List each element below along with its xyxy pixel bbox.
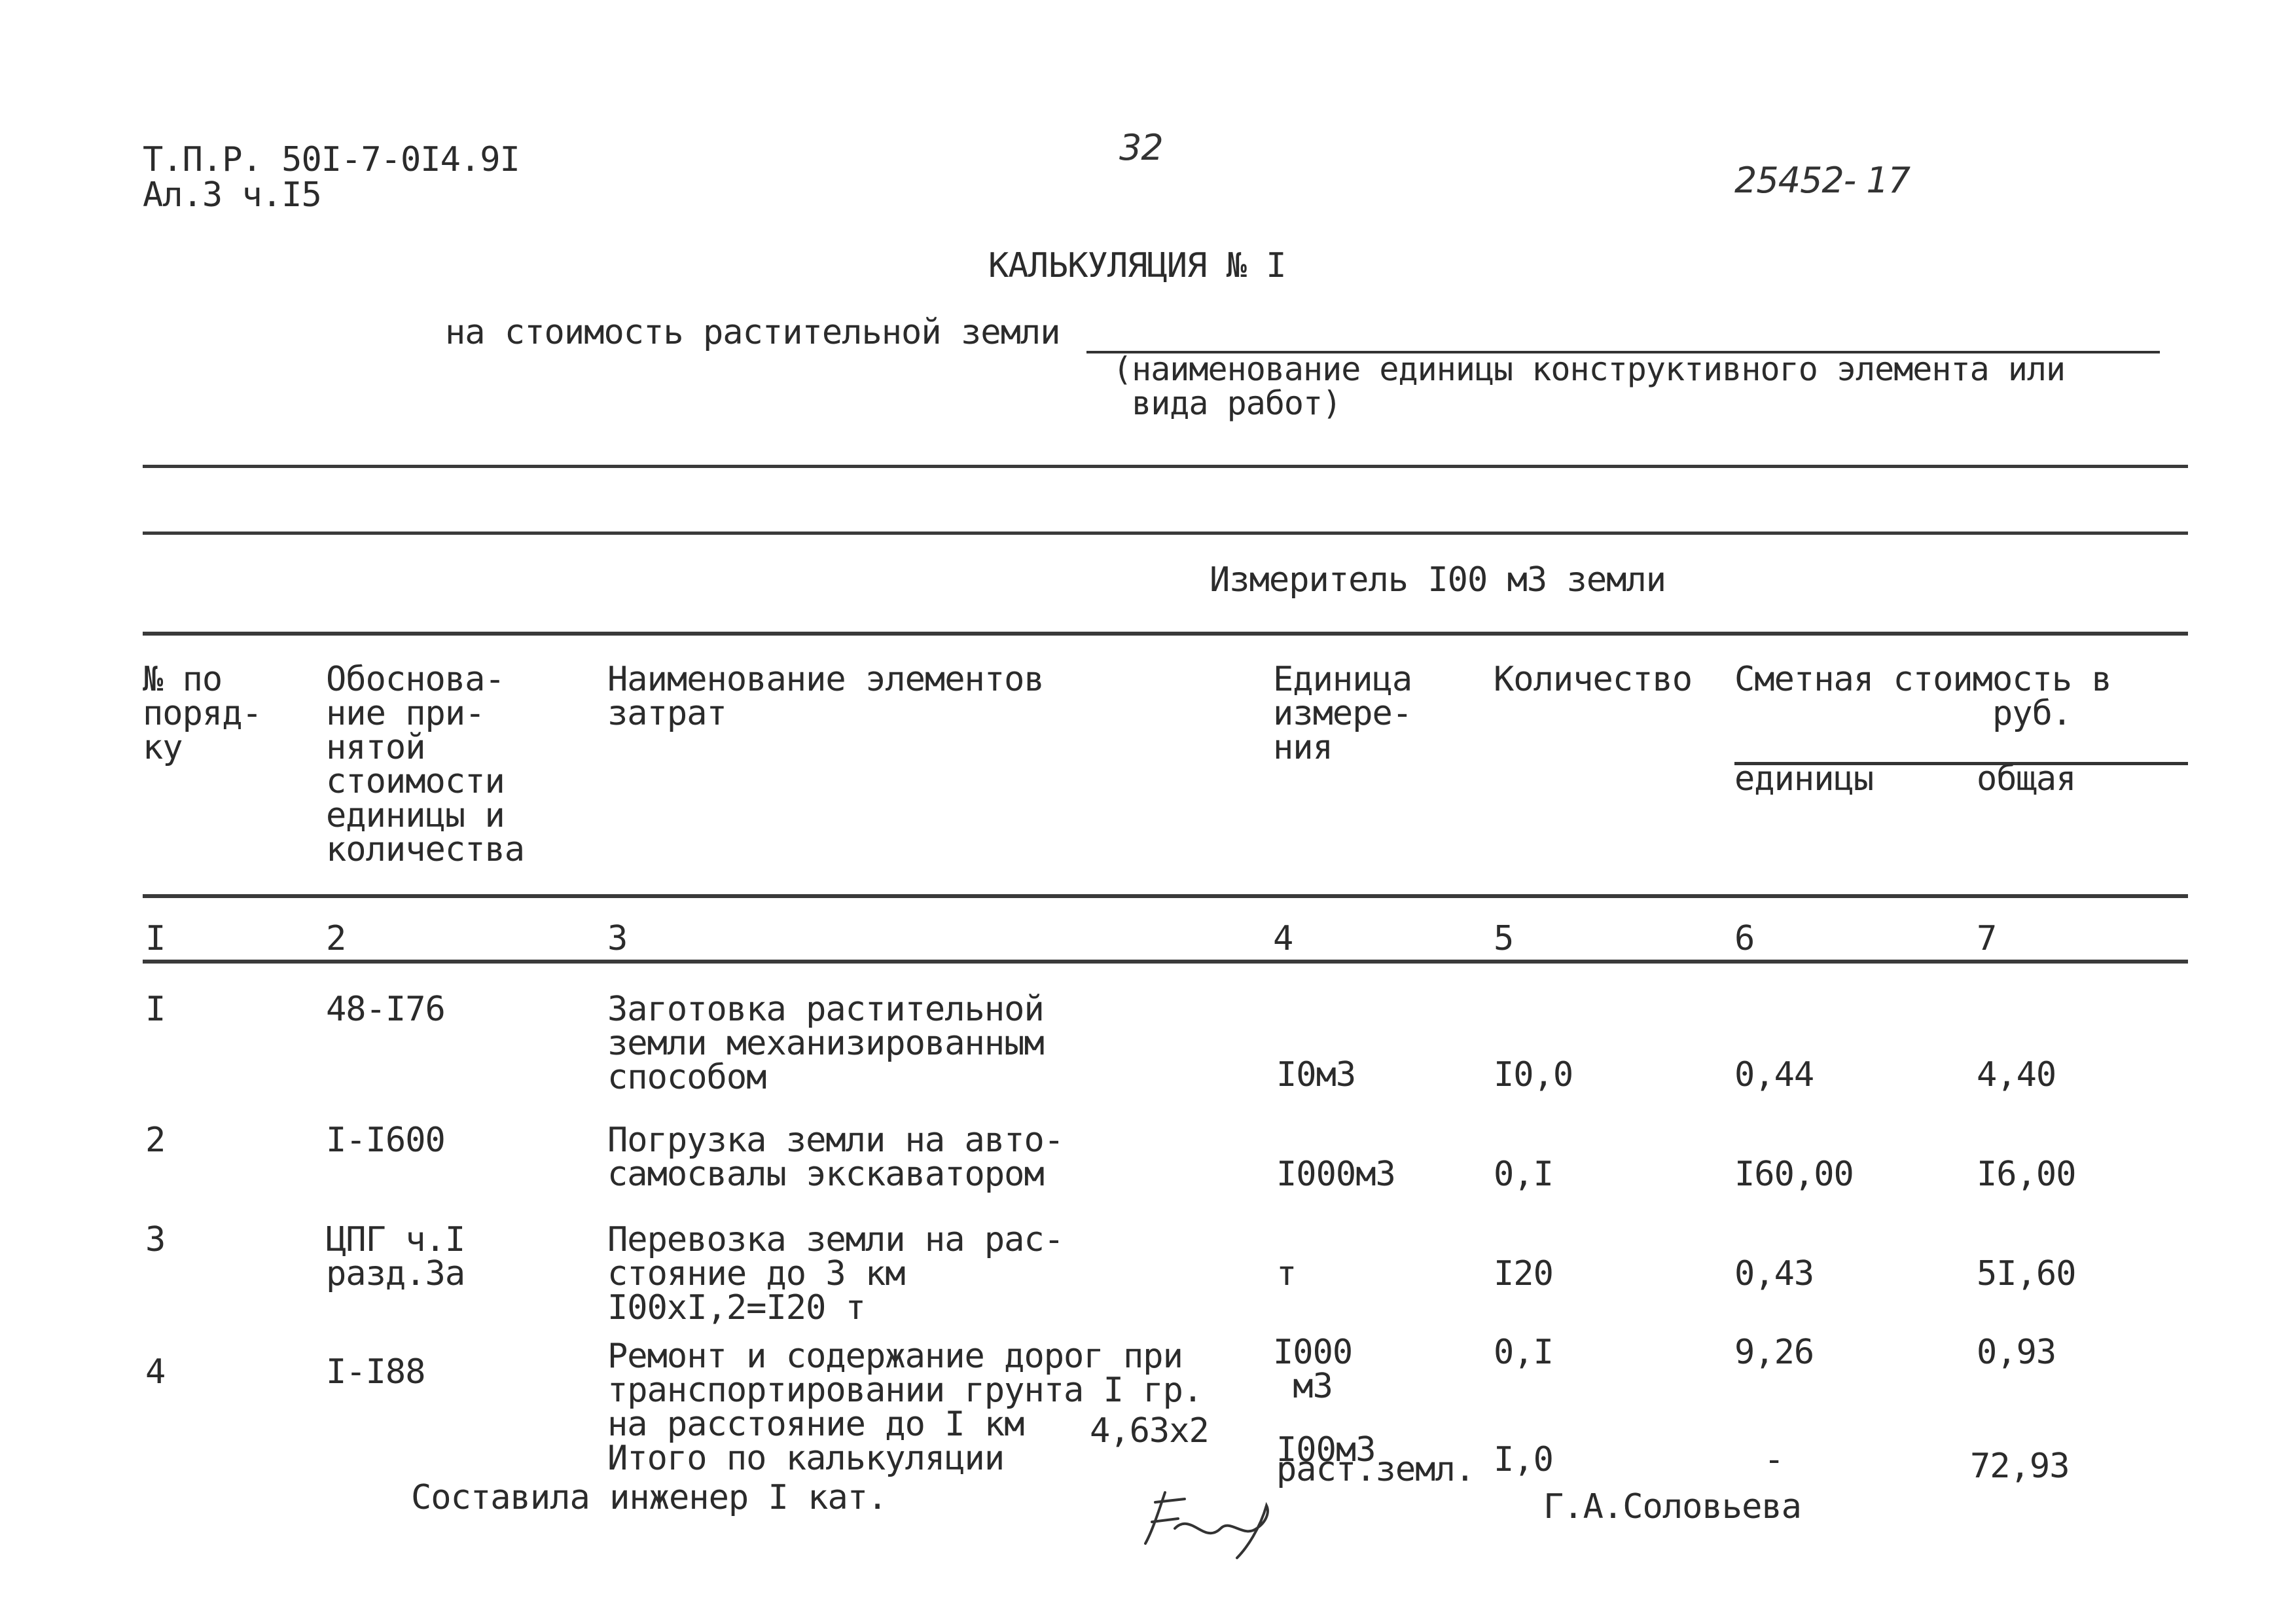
- row-total-cost: 4,40: [1977, 1055, 2056, 1094]
- row-unit: I0м3: [1276, 1055, 1356, 1094]
- column-header-basis: Обоснова- ние при- нятой стоимости единицы и количества: [326, 660, 525, 869]
- page-number: 32: [1119, 127, 1163, 168]
- row-unit-cost: 9,26: [1734, 1333, 1814, 1372]
- separator-line: [143, 465, 2188, 468]
- row-quantity: 0,I: [1494, 1333, 1553, 1372]
- header-bottom-border: [143, 894, 2188, 898]
- row-basis: I-I88: [326, 1352, 425, 1392]
- row-quantity: 0,I: [1494, 1155, 1553, 1194]
- row-number: 2: [145, 1121, 166, 1160]
- row-number: 3: [145, 1220, 166, 1259]
- row-unit-cost: I60,00: [1734, 1155, 1854, 1194]
- row-unit-cost: 0,44: [1734, 1055, 1814, 1094]
- column-numbers-border: [143, 960, 2188, 964]
- column-number: 6: [1734, 919, 1755, 958]
- subject-note: (наименование единицы конструктивного элемента или вида работ): [1113, 350, 2066, 422]
- inventory-number: 25452- 17: [1734, 160, 1910, 201]
- column-number: 5: [1494, 919, 1514, 958]
- total-unit-cost: -: [1764, 1440, 1784, 1479]
- row-number: I: [145, 990, 166, 1029]
- signature: [1139, 1466, 1289, 1564]
- measure-label: Измеритель I00 м3 земли: [1210, 560, 1666, 600]
- column-number: 7: [1977, 919, 1997, 958]
- table-top-border: [143, 632, 2188, 636]
- document-code: Т.П.Р. 50I-7-0I4.9I: [143, 140, 520, 179]
- column-header-name: Наименование элементов затрат: [607, 660, 1044, 733]
- column-header-quantity: Количество: [1494, 660, 1693, 699]
- row-name-extra: 4,63х2: [1090, 1411, 1209, 1451]
- row-name: Погрузка земли на авто- самосвалы экскаватором: [607, 1121, 1064, 1194]
- column-header-unit-cost: единицы: [1734, 759, 1874, 799]
- row-basis: 48-I76: [326, 990, 445, 1029]
- total-label: Итого по калькуляции: [607, 1439, 1005, 1478]
- row-unit: I000м3: [1276, 1155, 1395, 1194]
- row-number: 4: [145, 1352, 166, 1392]
- row-total-cost: 0,93: [1977, 1333, 2056, 1372]
- document-title: КАЛЬКУЛЯЦИЯ № I: [988, 246, 1286, 285]
- row-name: Заготовка растительной земли механизированным способом: [607, 990, 1044, 1097]
- column-header-cost: Сметная стоимость в руб.: [1734, 660, 2111, 733]
- album-reference: Ал.3 ч.I5: [143, 175, 321, 215]
- column-number: 4: [1273, 919, 1293, 958]
- column-number: 3: [607, 919, 628, 958]
- row-unit: I000 м3: [1273, 1333, 1353, 1406]
- total-unit: I00м3 раст.земл.: [1276, 1430, 1475, 1489]
- total-quantity: I,0: [1494, 1440, 1553, 1479]
- row-unit: т: [1276, 1254, 1297, 1293]
- row-quantity: I0,0: [1494, 1055, 1573, 1094]
- row-basis: I-I600: [326, 1121, 445, 1160]
- total-cost: 72,93: [1970, 1447, 2070, 1486]
- compiled-by: Составила инженер I кат.: [411, 1478, 888, 1517]
- column-header-total-cost: общая: [1977, 759, 2076, 799]
- row-name: Ремонт и содержание дорог при транспортировании грунта I гр. на расстояние до I км: [607, 1337, 1203, 1444]
- row-name: Перевозка земли на рас- стояние до 3 км I00хI,2=I20 т: [607, 1220, 1064, 1327]
- separator-line: [143, 532, 2188, 535]
- row-unit-cost: 0,43: [1734, 1254, 1814, 1293]
- row-quantity: I20: [1494, 1254, 1553, 1293]
- row-basis: ЦПГ ч.I разд.3а: [326, 1220, 465, 1293]
- row-total-cost: 5I,60: [1977, 1254, 2076, 1293]
- column-number: I: [145, 919, 166, 958]
- column-header-unit: Единица измере- ния: [1273, 660, 1412, 767]
- row-total-cost: I6,00: [1977, 1155, 2076, 1194]
- column-header-number: № по поряд- ку: [143, 660, 262, 767]
- column-number: 2: [326, 919, 346, 958]
- document-subject: на стоимость растительной земли: [445, 313, 1060, 352]
- compiler-name: Г.А.Соловьева: [1543, 1487, 1801, 1526]
